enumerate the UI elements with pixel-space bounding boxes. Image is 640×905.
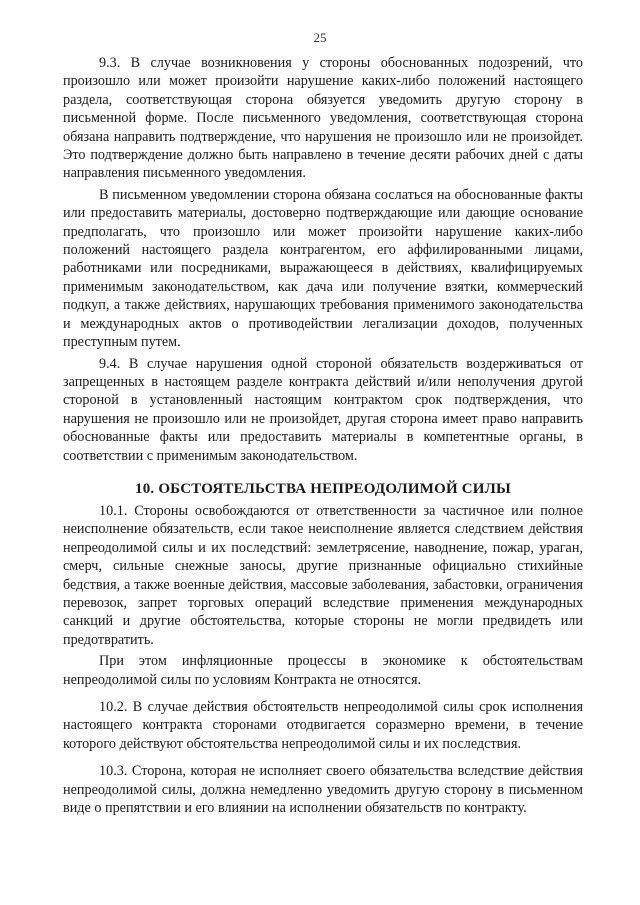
clause-10-3: 10.3. Сторона, которая не исполняет своего обязательства вследствие действия непреодолимой силы, должна немедленно уведомить другую сторону в письменном виде о препятствии и его влиянии на исполнении обязательств по контракту. bbox=[63, 763, 583, 817]
clause-9-4: 9.4. В случае нарушения одной стороной обязательств воздерживаться от запрещенных в настоящем разделе контракта действий и/или неполучения другой стороной в установленный настоящим контрактом срок подтверждения, что нарушения не произошло или не произойдет, другая сторона имеет право направить обоснованные факты или предоставить материалы в компетентные органы, в соответствии с применимым законодательством. bbox=[63, 355, 583, 464]
clause-10-2: 10.2. В случае действия обстоятельств непреодолимой силы срок исполнения настоящего контракта сторонами отодвигается соразмерно времени, в течение которого действуют обстоятельства непреодолимой силы и их последствия. bbox=[63, 699, 583, 752]
document-body bbox=[63, 54, 583, 820]
clause-10-1: 10.1. Стороны освобождаются от ответственности за частичное или полное неисполнение обязательств, если такое неисполнение является следствием действия непреодолимой силы и их последствий: землетрясение, наводнение, пожар, ураган, смерч, сильные снежные заносы, другие признанные официально стихийные бедствия, а также военные действия, массовые заболевания, забастовки, ограничения перевозок, запрет торговых операций вследствие применения международных санкций и другие обстоятельства, которые стороны не могли предвидеть или предотвратить. bbox=[63, 502, 583, 648]
clause-10-1-inflation: При этом инфляционные процессы в экономике к обстоятельствам непреодолимой силы по условиям Контракта не относятся. bbox=[63, 653, 583, 688]
clause-9-3: 9.3. В случае возникновения у стороны обоснованных подозрений, что произошло или может произойти нарушение каких-либо положений настоящего раздела, соответствующая сторона обязуется уведомить другую сторону в письменной форме. После письменного уведомления, соответствующая сторона обязана направить подтверждение, что нарушения не произошло или не произойдет. Это подтверждение должно быть направлено в течение десяти рабочих дней с даты направления письменного уведомления. bbox=[63, 55, 583, 182]
section-10-heading: 10. ОБСТОЯТЕЛЬСТВА НЕПРЕОДОЛИМОЙ СИЛЫ bbox=[135, 480, 511, 497]
page-number: 25 bbox=[313, 30, 327, 45]
clause-9-3-notice: В письменном уведомлении сторона обязана сослаться на обоснованные факты или предоставить материалы, достоверно подтверждающие или дающие основание предполагать, что произошло или может произойти нарушение каких-либо положений настоящего раздела контрагентом, его аффилированными лицами, работниками или посредниками, выражающееся в действиях, квалифицируемых применимым законодательством, как дача или получение взятки, коммерческий подкуп, а также действиях, нарушающих требования применимого законодательства и международных актов о противодействии легализации доходов, полученных преступным путем. bbox=[63, 186, 583, 351]
